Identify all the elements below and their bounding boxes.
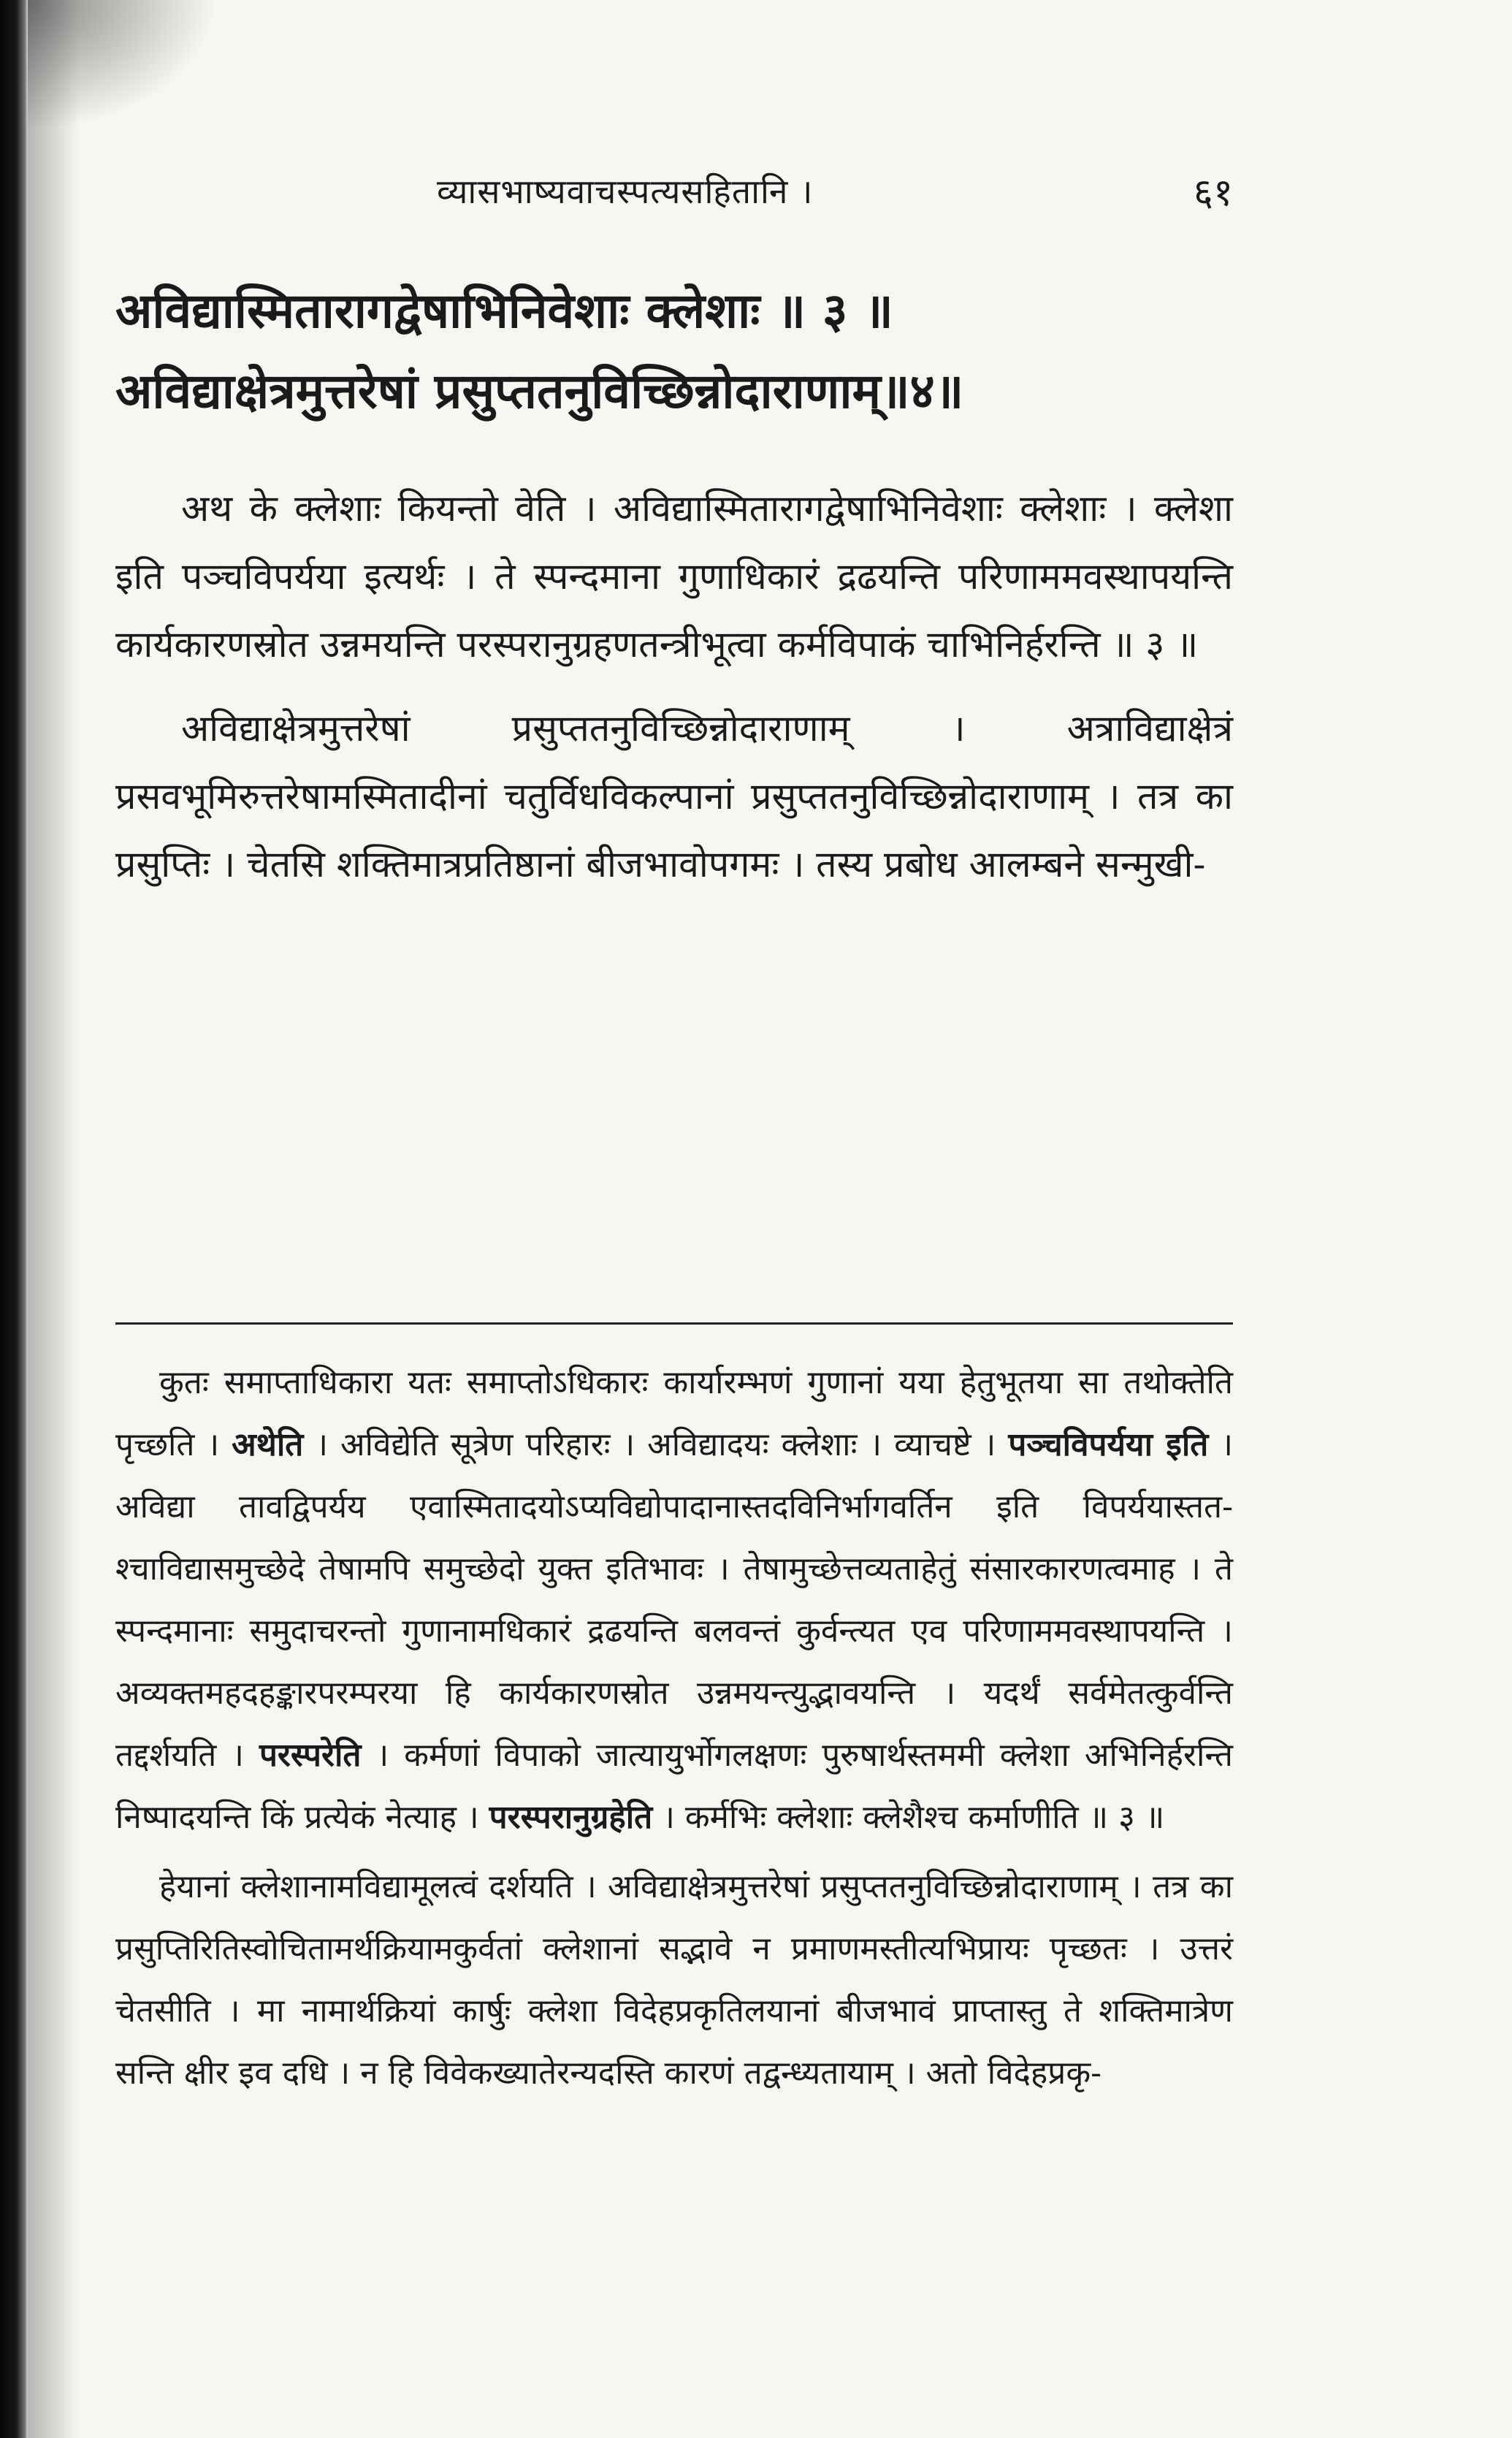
pratika-bold: परस्परानुग्रहेति <box>489 1799 653 1836</box>
sutra-4: अविद्याक्षेत्रमुत्तरेषां प्रसुप्ततनुविच्छिन्नोदाराणाम्॥४॥ <box>115 362 964 419</box>
tika-text: । अविद्येति सूत्रेण परिहारः । अविद्यादयः क्लेशाः । व्याचष्टे । <box>303 1426 1009 1463</box>
page-binding-edge <box>0 0 28 2438</box>
binding-shadow <box>28 0 79 2438</box>
pratika-bold: अथेति <box>232 1426 304 1463</box>
pratika-bold: परस्परेति <box>259 1737 362 1774</box>
bhashya-paragraph: अविद्याक्षेत्रमुत्तरेषां प्रसुप्ततनुविच्छिन्नोदाराणाम् । अत्राविद्याक्षेत्रं प्रसवभूमिरुत्तरेषामस्मितादीनां चतुर्विधविकल्पानां प्रसुप्ततनुविच्छिन्नोदाराणाम् । तत्र का प्रसुप्तिः । चेतसि शक्तिमात्रप्रतिष्ठानां बीजभावोपगमः । तस्य प्रबोध आलम्बने सन्मुखी- <box>115 707 1233 885</box>
tika-text: कुतः समाप्ताधिकारा यतः समाप्तोऽधिकारः कार्यारम्भणं गुणानां यया हेतुभूतया सा तथोक्तेति पृच्छति । <box>115 1364 1233 1463</box>
tika-commentary <box>115 1352 1233 2111</box>
sutra-block <box>115 270 1233 431</box>
tika-text: । अविद्या तावद्विपर्यय एवास्मितादयोऽप्यविद्योपादानास्तदविनिर्भागवर्तिन इति विपर्ययास्तत-श्चाविद्यासमुच्छेदे तेषामपि समुच्छेदो युक्त इतिभावः । तेषामुच्छेत्तव्यताहेतुं संसारकारणत्वमाह । ते स्पन्दमानाः समुदाचरन्तो गुणानामधिकारं द्रढयन्ति बलवन्तं कुर्वन्त्यत एव परिणाममवस्थापयन्ति । अव्यक्तमहदहङ्कारपरम्परया हि कार्यकारणस्रोत उन्नमयन्त्युद्भावयन्ति । यदर्थं सर्वमेतत्कुर्वन्ति तद्दर्शयति । <box>115 1426 1234 1774</box>
tika-paragraph: हेयानां क्लेशानामविद्यामूलत्वं दर्शयति । अविद्याक्षेत्रमुत्तरेषां प्रसुप्ततनुविच्छिन्नोदाराणाम् । तत्र का प्रसुप्तिरितिस्वोचितामर्थक्रियामकुर्वतां क्लेशानां सद्भावे न प्रमाणमस्तीत्यभिप्रायः पृच्छतः । उत्तरं चेतसीति । मा नामार्थक्रियां कार्षुः क्लेशा विदेहप्रकृतिलयानां बीजभावं प्राप्तास्तु ते शक्तिमात्रेण सन्ति क्षीर इव दधि । न हि विवेकख्यातेरन्यदस्ति कारणं तद्वन्ध्यतायाम् । अतो विदेहप्रकृ- <box>115 1868 1233 2092</box>
page-number: ६१ <box>1193 171 1233 215</box>
sutra-3: अविद्यास्मितारागद्वेषाभिनिवेशाः क्लेशाः ॥ ३ ॥ <box>115 282 893 339</box>
running-title: व्यासभाष्यवाचस्पत्यसहितानि । <box>437 172 814 211</box>
tika-paragraph <box>115 1352 1233 1848</box>
scan-corner-shadow <box>28 0 218 132</box>
tika-text: । कर्मणां विपाको जात्यायुर्भोगलक्षणः पुरुषार्थस्तममी क्लेशा अभिनिर्हरन्ति निष्पादयन्ति किं प्रत्येकं नेत्याह । <box>115 1737 1233 1836</box>
bhashya-paragraph: अथ के क्लेशाः कियन्तो वेति । अविद्यास्मितारागद्वेषाभिनिवेशाः क्लेशाः । क्लेशा इति पञ्चविपर्यया इत्यर्थः । ते स्पन्दमाना गुणाधिकारं द्रढयन्ति परिणाममवस्थापयन्ति कार्यकारणस्रोत उन्नमयन्ति परस्परानुग्रहणतन्त्रीभूत्वा कर्मविपाकं चाभिनिर्हरन्ति ॥ ३ ॥ <box>115 487 1233 666</box>
pratika-bold: पञ्चविपर्यया इति <box>1008 1426 1209 1463</box>
footnote-divider <box>115 1322 1233 1325</box>
tika-text: । कर्मभिः क्लेशाः क्लेशैश्च कर्माणीति ॥ ३ ॥ <box>652 1799 1165 1836</box>
bhashya-text <box>115 475 1233 915</box>
running-head <box>115 161 1233 219</box>
